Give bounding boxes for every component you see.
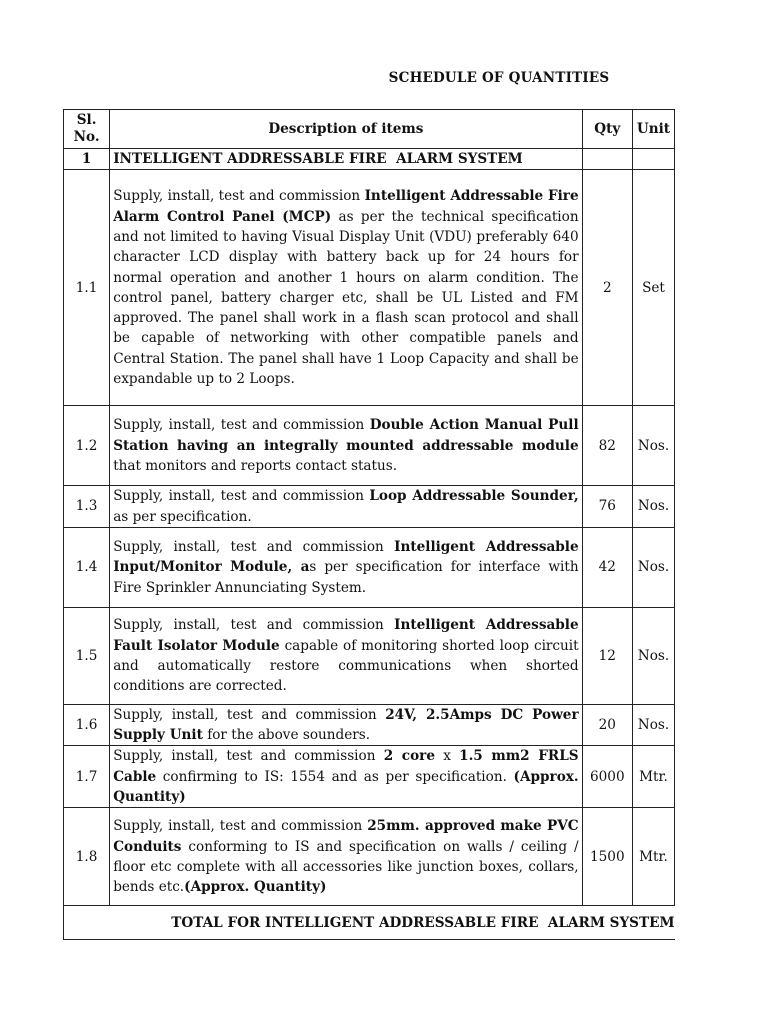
header-description: Description of items	[110, 110, 582, 149]
item-unit: Nos.	[633, 406, 675, 486]
item-unit: Nos.	[633, 527, 675, 607]
table-row	[64, 170, 675, 406]
description-bold-text: 2 core	[383, 748, 435, 765]
item-sl-no: 1.5	[64, 607, 110, 704]
item-unit: Mtr.	[633, 808, 675, 906]
item-description	[110, 607, 582, 704]
table-row	[64, 808, 675, 906]
table-row	[64, 406, 675, 486]
description-text: for the above sounders.	[202, 727, 371, 744]
item-sl-no: 1.3	[64, 486, 110, 528]
item-qty: 20	[582, 704, 632, 746]
table-row	[64, 527, 675, 607]
item-sl-no: 1.8	[64, 808, 110, 906]
item-description	[110, 704, 582, 746]
description-text: s per specification for interface with Fire Sprinkler Annunciating System.	[113, 559, 579, 596]
description-text: Supply, install, test and commission	[113, 417, 370, 434]
description-text: as per the technical specification and not limited to having Visual Display Unit (VDU) preferably 640 character LCD display with battery back up for 24 hours for normal operation and another 1 hours on alarm condition. The control panel, battery charger etc, shall be UL Listed and FM approved. The panel shall work in a flash scan protocol and shall be capable of networking with other compatible panels and Central Station. The panel shall have 1 Loop Capacity and shall be expandable up to 2 Loops.	[113, 208, 579, 387]
section-title: INTELLIGENT ADDRESSABLE FIRE ALARM SYSTEM	[110, 149, 582, 170]
item-sl-no: 1.1	[64, 170, 110, 406]
page-title: SCHEDULE OF QUANTITIES	[388, 70, 610, 86]
description-text: Supply, install, test and commission	[113, 538, 395, 555]
item-description	[110, 170, 582, 406]
description-text: Supply, install, test and commission	[113, 706, 386, 723]
description-bold-text: Intelligent Addressable Fire Alarm Control Panel (MCP)	[113, 188, 579, 225]
item-description	[110, 746, 582, 808]
description-bold-text: 25mm. approved make PVC Conduits	[113, 818, 579, 855]
description-bold-text: Intelligent Addressable Fault Isolator Module	[113, 617, 579, 654]
item-qty: 76	[582, 486, 632, 528]
description-bold-text: 24V, 2.5Amps DC Power Supply Unit	[113, 706, 579, 744]
description-text: Supply, install, test and commission	[113, 188, 365, 205]
description-text: Supply, install, test and commission	[113, 617, 395, 634]
schedule-table	[63, 109, 675, 940]
section-unit-cell	[633, 149, 675, 170]
item-description	[110, 527, 582, 607]
description-bold-text: (Approx. Quantity)	[184, 879, 327, 896]
description-bold-text: Intelligent Addressable Input/Monitor Module, a	[113, 538, 579, 576]
item-unit: Mtr.	[633, 746, 675, 808]
table-row	[64, 607, 675, 704]
description-text: Supply, install, test and commission	[113, 748, 384, 765]
total-label: TOTAL FOR INTELLIGENT ADDRESSABLE FIRE ALARM SYSTEM	[64, 906, 675, 940]
item-qty: 42	[582, 527, 632, 607]
item-unit: Nos.	[633, 607, 675, 704]
item-sl-no: 1.2	[64, 406, 110, 486]
description-text: conforming to IS and specification on walls / ceiling / floor etc complete with all accessories like junction boxes, collars, bends etc.	[113, 838, 579, 896]
table-row	[64, 746, 675, 808]
table-header-row	[64, 110, 675, 149]
item-qty: 2	[582, 170, 632, 406]
item-qty: 6000	[582, 746, 632, 808]
header-sl-no: Sl. No.	[64, 110, 110, 149]
description-text: x	[434, 748, 460, 765]
table-row	[64, 704, 675, 746]
description-text: confirming to IS: 1554 and as per specification.	[156, 768, 514, 785]
description-text: Supply, install, test and commission	[113, 818, 368, 835]
description-text: capable of monitoring shorted loop circuit and automatically restore communications when shorted conditions are corrected.	[113, 637, 579, 695]
description-text: Supply, install, test and commission	[113, 488, 370, 505]
description-text: as per specification.	[113, 508, 252, 525]
item-unit: Nos.	[633, 704, 675, 746]
item-sl-no: 1.7	[64, 746, 110, 808]
section-number: 1	[64, 149, 110, 170]
description-bold-text: Double Action Manual Pull Station having an integrally mounted addressable module	[113, 417, 579, 454]
description-bold-text: (Approx. Quantity)	[113, 768, 579, 806]
item-qty: 82	[582, 406, 632, 486]
item-unit: Nos.	[633, 486, 675, 528]
total-row	[64, 906, 675, 940]
item-description	[110, 808, 582, 906]
item-unit: Set	[633, 170, 675, 406]
item-sl-no: 1.4	[64, 527, 110, 607]
item-description	[110, 486, 582, 528]
section-row	[64, 149, 675, 170]
section-qty-cell	[582, 149, 632, 170]
description-bold-text: Loop Addressable Sounder,	[369, 488, 579, 505]
item-qty: 1500	[582, 808, 632, 906]
table-row	[64, 486, 675, 528]
description-bold-text: 1.5 mm2 FRLS Cable	[113, 748, 579, 785]
header-unit: Unit	[633, 110, 675, 149]
header-qty: Qty	[582, 110, 632, 149]
item-description	[110, 406, 582, 486]
description-text: that monitors and reports contact status.	[113, 457, 398, 474]
item-sl-no: 1.6	[64, 704, 110, 746]
item-qty: 12	[582, 607, 632, 704]
